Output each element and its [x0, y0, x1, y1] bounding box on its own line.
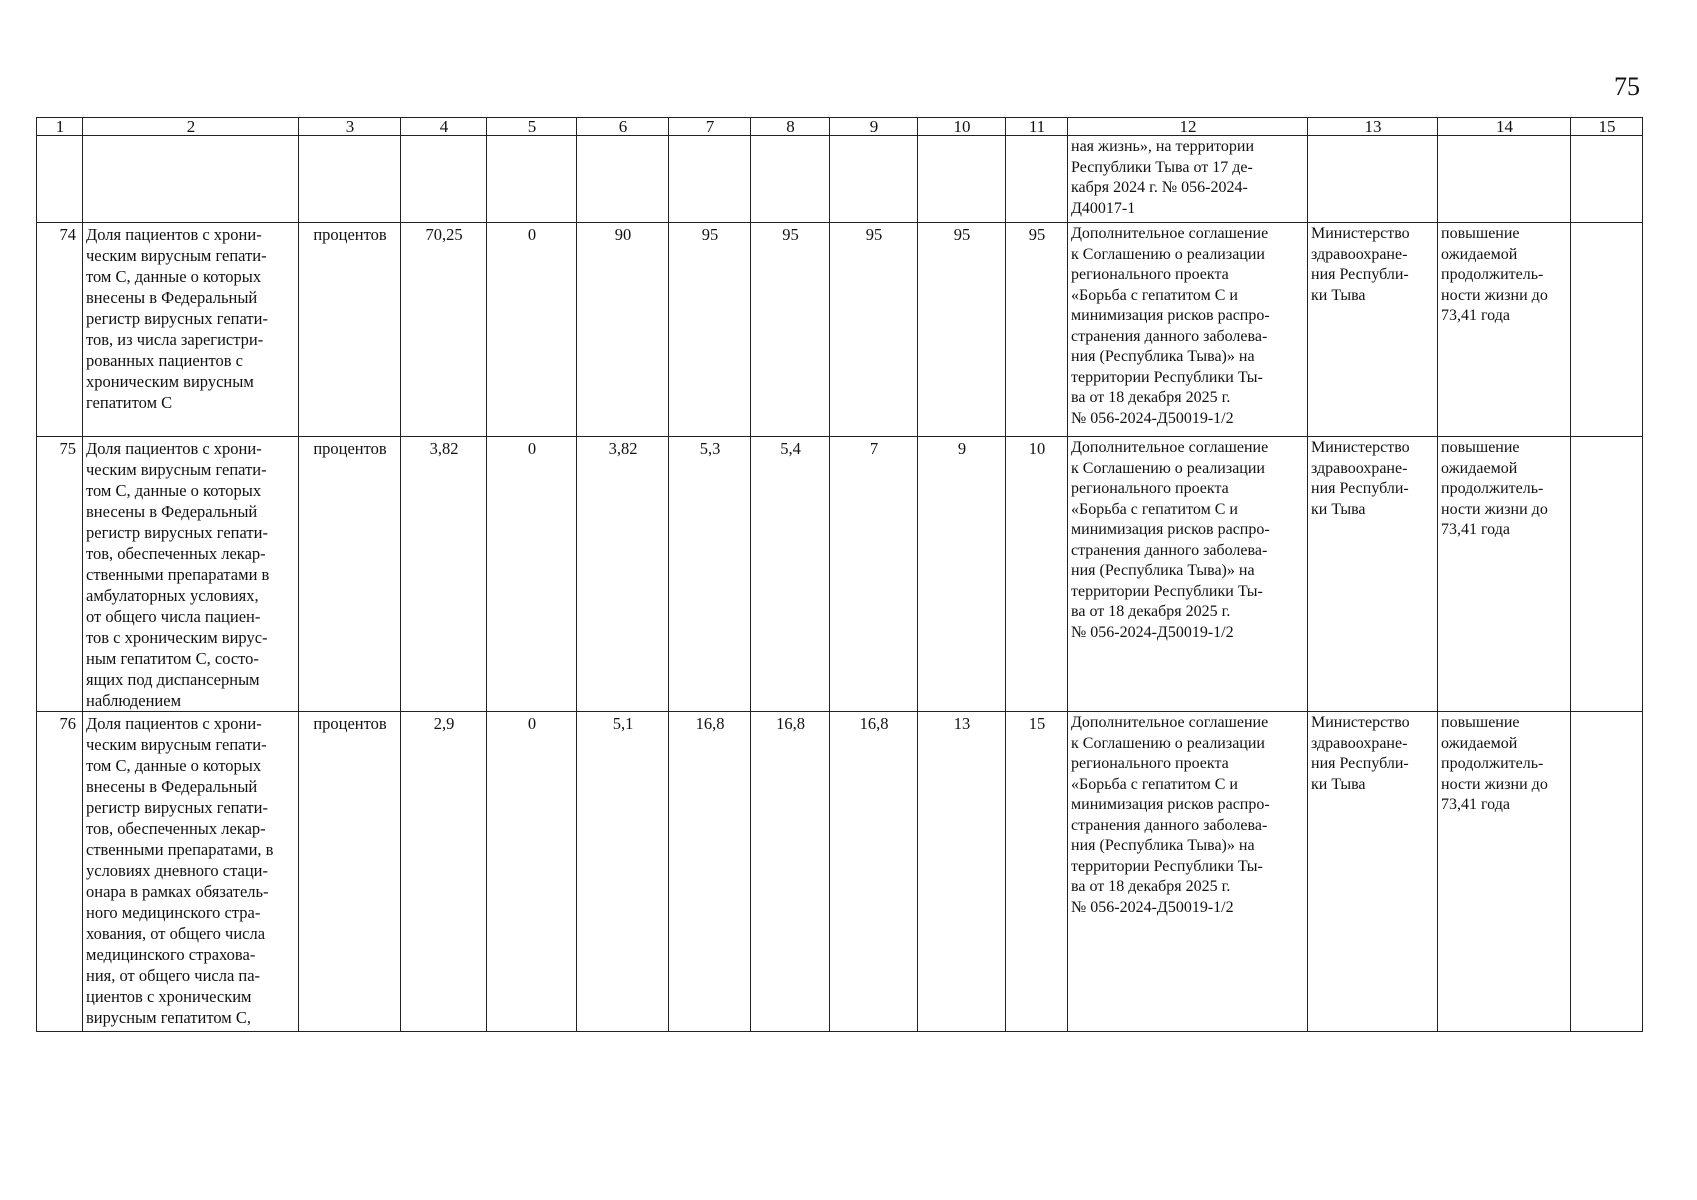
- document-cell: Дополнительное соглашение к Соглашению о реализации регионального проекта «Борьба с гепатитом С и минимизация рисков распро- странения данного заболева- ния (Республика Тыва)» на территории Республики Ты- ва от 18 декабря 2025 г. № 056-2024-Д50019-1/2: [1068, 223, 1308, 437]
- result-cell: повышение ожидаемой продолжитель- ности жизни до 73,41 года: [1438, 712, 1571, 1032]
- value-cell-5: 0: [487, 712, 577, 1032]
- value-cell-9: 16,8: [830, 712, 918, 1032]
- responsible-cell: Министерство здравоохране- ния Республи- ки Тыва: [1308, 223, 1438, 437]
- note-cell: [1571, 223, 1643, 437]
- value-cell-6: 5,1: [577, 712, 669, 1032]
- value-cell-4: 70,25: [401, 223, 487, 437]
- value-cell-7: [669, 136, 751, 223]
- value-cell-10: 13: [918, 712, 1006, 1032]
- value-cell-5: [487, 136, 577, 223]
- value-cell-5: 0: [487, 223, 577, 437]
- header-cell-9: 9: [830, 118, 918, 136]
- unit-cell: процентов: [299, 712, 401, 1032]
- header-cell-1: 1: [37, 118, 83, 136]
- value-cell-6: 90: [577, 223, 669, 437]
- indicator-name-cell: Доля пациентов с хрони- ческим вирусным гепати- том С, данные о которых внесены в Федеральный регистр вирусных гепати- тов, из числа зарегистри- рованных пациентов с хроническим вирусным гепатитом С: [83, 223, 299, 437]
- row-number-cell: 75: [37, 437, 83, 712]
- table-row-76: [37, 712, 1643, 1032]
- result-cell: [1438, 136, 1571, 223]
- indicator-name-cell: [83, 136, 299, 223]
- table-row-continuation: [37, 136, 1643, 223]
- value-cell-11: 95: [1006, 223, 1068, 437]
- value-cell-4: 3,82: [401, 437, 487, 712]
- value-cell-11: [1006, 136, 1068, 223]
- responsible-cell: Министерство здравоохране- ния Республи- ки Тыва: [1308, 712, 1438, 1032]
- value-cell-10: 9: [918, 437, 1006, 712]
- responsible-cell: [1308, 136, 1438, 223]
- value-cell-11: 10: [1006, 437, 1068, 712]
- value-cell-4: [401, 136, 487, 223]
- value-cell-5: 0: [487, 437, 577, 712]
- value-cell-7: 95: [669, 223, 751, 437]
- document-cell: ная жизнь», на территории Республики Тыва от 17 де- кабря 2024 г. № 056-2024- Д40017-1: [1068, 136, 1308, 223]
- note-cell: [1571, 136, 1643, 223]
- table-row-74: [37, 223, 1643, 437]
- document-cell: Дополнительное соглашение к Соглашению о реализации регионального проекта «Борьба с гепатитом С и минимизация рисков распро- странения данного заболева- ния (Республика Тыва)» на территории Республики Ты- ва от 18 декабря 2025 г. № 056-2024-Д50019-1/2: [1068, 712, 1308, 1032]
- row-number-cell: [37, 136, 83, 223]
- header-cell-15: 15: [1571, 118, 1643, 136]
- value-cell-9: 7: [830, 437, 918, 712]
- value-cell-8: 95: [751, 223, 830, 437]
- unit-cell: [299, 136, 401, 223]
- header-cell-3: 3: [299, 118, 401, 136]
- result-cell: повышение ожидаемой продолжитель- ности жизни до 73,41 года: [1438, 223, 1571, 437]
- responsible-cell: Министерство здравоохране- ния Республи- ки Тыва: [1308, 437, 1438, 712]
- header-cell-5: 5: [487, 118, 577, 136]
- header-cell-4: 4: [401, 118, 487, 136]
- table-header-row: [37, 118, 1643, 136]
- value-cell-6: 3,82: [577, 437, 669, 712]
- value-cell-10: [918, 136, 1006, 223]
- result-cell: повышение ожидаемой продолжитель- ности жизни до 73,41 года: [1438, 437, 1571, 712]
- note-cell: [1571, 437, 1643, 712]
- unit-cell: процентов: [299, 437, 401, 712]
- value-cell-8: [751, 136, 830, 223]
- page-number: 75: [1614, 72, 1640, 101]
- indicators-table: [36, 117, 1643, 1032]
- note-cell: [1571, 712, 1643, 1032]
- value-cell-10: 95: [918, 223, 1006, 437]
- document-cell: Дополнительное соглашение к Соглашению о реализации регионального проекта «Борьба с гепатитом С и минимизация рисков распро- странения данного заболева- ния (Республика Тыва)» на территории Республики Ты- ва от 18 декабря 2025 г. № 056-2024-Д50019-1/2: [1068, 437, 1308, 712]
- header-cell-6: 6: [577, 118, 669, 136]
- value-cell-8: 5,4: [751, 437, 830, 712]
- value-cell-11: 15: [1006, 712, 1068, 1032]
- header-cell-13: 13: [1308, 118, 1438, 136]
- indicator-name-cell: Доля пациентов с хрони- ческим вирусным гепати- том С, данные о которых внесены в Федеральный регистр вирусных гепати- тов, обеспеченных лекар- ственными препаратами в амбулаторных условиях, от общего числа пациен- тов с хроническим вирус- ным гепатитом С, состо- ящих под диспансерным наблюдением: [83, 437, 299, 712]
- value-cell-4: 2,9: [401, 712, 487, 1032]
- value-cell-8: 16,8: [751, 712, 830, 1032]
- header-cell-2: 2: [83, 118, 299, 136]
- value-cell-7: 5,3: [669, 437, 751, 712]
- header-cell-11: 11: [1006, 118, 1068, 136]
- value-cell-9: [830, 136, 918, 223]
- header-cell-8: 8: [751, 118, 830, 136]
- row-number-cell: 76: [37, 712, 83, 1032]
- header-cell-14: 14: [1438, 118, 1571, 136]
- row-number-cell: 74: [37, 223, 83, 437]
- header-cell-10: 10: [918, 118, 1006, 136]
- table-row-75: [37, 437, 1643, 712]
- indicator-name-cell: Доля пациентов с хрони- ческим вирусным гепати- том С, данные о которых внесены в Федеральный регистр вирусных гепати- тов, обеспеченных лекар- ственными препаратами, в условиях дневного стаци- онара в рамках обязатель- ного медицинского стра- хования, от общего числа медицинского страхова- ния, от общего числа па- циентов с хроническим вирусным гепатитом С,: [83, 712, 299, 1032]
- value-cell-7: 16,8: [669, 712, 751, 1032]
- header-cell-7: 7: [669, 118, 751, 136]
- unit-cell: процентов: [299, 223, 401, 437]
- value-cell-9: 95: [830, 223, 918, 437]
- header-cell-12: 12: [1068, 118, 1308, 136]
- value-cell-6: [577, 136, 669, 223]
